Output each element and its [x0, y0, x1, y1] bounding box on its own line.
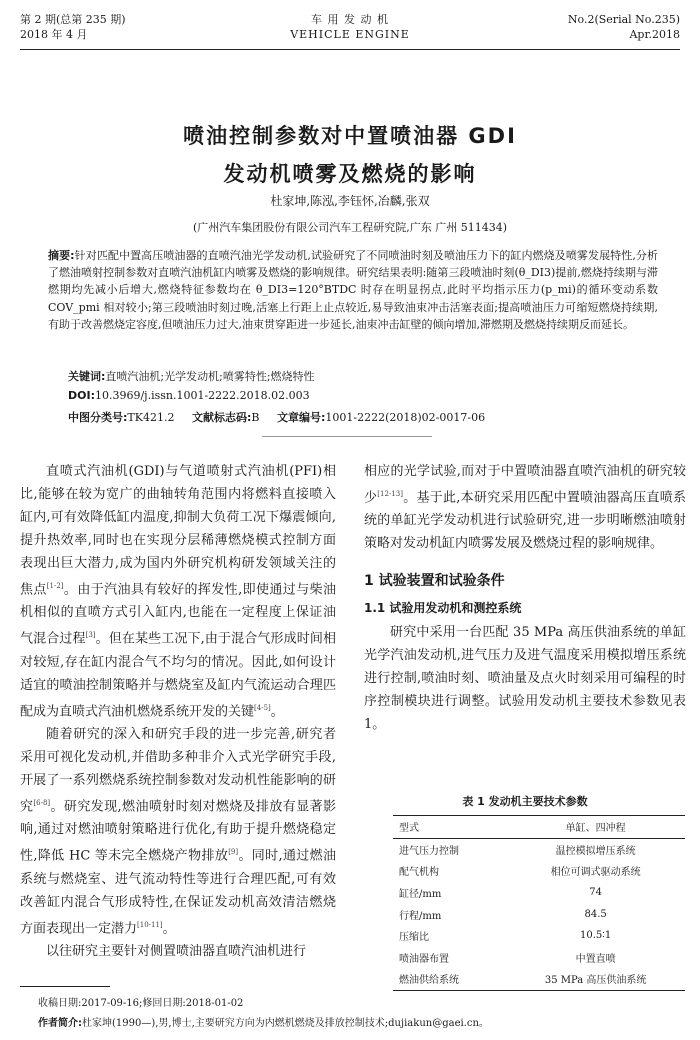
header-rule — [20, 49, 680, 50]
citation: [9] — [228, 848, 239, 857]
citation: [10-11] — [137, 920, 163, 929]
section-heading: 1 试验装置和试验条件 — [364, 573, 505, 590]
citation: [1-2] — [46, 582, 64, 590]
spec-table — [393, 815, 685, 991]
running-header — [20, 12, 680, 48]
left-column — [20, 460, 336, 963]
paragraph: 以往研究主要针对侧置喷油器直喷汽油机进行 — [46, 943, 307, 959]
paper-title: 喷油控制参数对中置喷油器 GDI 发动机喷雾及燃烧的影响 — [183, 124, 517, 186]
citation: [4-5] — [254, 703, 271, 712]
paragraph: 相应的光学试验,而对于中置喷油器直喷汽油机的研究较少[12-13]。基于此,本研究采用匹配中置喷油器高压直喷系统的单缸光学发动机进行试验研究,进一步明晰燃油喷射策略对发动机缸内喷雾发展及燃烧过程的影响规律。 — [364, 464, 686, 552]
citation: [6-8] — [33, 798, 51, 807]
clc-label: 中图分类号: — [68, 411, 128, 424]
issue-info-en: No.2(Serial No.235) Apr.2018 — [567, 13, 680, 41]
classification — [68, 409, 499, 425]
keywords-label: 关键词: — [68, 370, 106, 383]
keywords-text: 直喷汽油机;光学发动机;喷雾特性;燃烧特性 — [105, 370, 315, 383]
abstract-divider — [262, 436, 432, 437]
abstract-text: 针对匹配中置高压喷油器的直喷汽油光学发动机,试验研究了不同喷油时刻及喷油压力下的缸内燃烧及喷雾发展特性,分析了燃油喷射控制参数对直喷汽油机缸内喷雾及燃烧的影响规律。研究结果表明:随第三段喷油时刻(θ_DI3)提前,燃烧持续期与滞燃期均先减小后增大,燃烧特征参数均在 θ_DI3=120°BTDC 时存在明显拐点,此时平均指示压力(p_mi)的循环变动系数 COV_pmi 相对较小;第三段喷油时刻过晚,活塞上行距上止点较近,易导致油束冲击活塞表面;提高喷油压力可缩短燃烧持续期,有助于改善燃烧定容度,但喷油压力过大,油束贯穿距进一步延长,油束冲击缸壁的倾向增加,滞燃期及燃烧持续期反而延长。 — [48, 249, 658, 331]
table-caption: 表 1 发动机主要技术参数 — [462, 795, 588, 808]
subsection-heading: 1.1 试验用发动机和测控系统 — [364, 601, 522, 616]
table-row: 燃油供给系统 35 MPa 高压供油系统 — [393, 968, 685, 990]
table-row: 喷油器布置 中置直喷 — [399, 953, 616, 965]
article-label: 文章编号: — [276, 411, 326, 424]
article-value: 1001-2222(2018)02-0017-06 — [325, 411, 486, 424]
clc-value: TK421.2 — [127, 411, 175, 424]
journal-name: 车 用 发 动 机 VEHICLE ENGINE — [290, 13, 410, 41]
citation: [3] — [85, 631, 96, 640]
received-dates: 收稿日期:2017-09-16;修回日期:2018-01-02 — [38, 998, 244, 1009]
abstract-label: 摘要: — [48, 249, 75, 262]
table-row: 压缩比 10.5∶1 — [399, 930, 612, 944]
paragraph: 随着研究的深入和研究手段的进一步完善,研究者采用可视化发动机,并借助多种非介入式光学研究手段,开展了一系列燃烧系统控制参数对发动机性能影响的研究[6-8]。研究发现,燃油喷射时刻对燃烧及排放有显著影响,通过对燃油喷射策略进行优化,有助于提升燃烧稳定性,降低 HC 等未完全燃烧产物排放[9]。同时,通过燃油系统与燃烧室、进气流动特性等进行合理匹配,可有效改善缸内混合气形成特性,在保证发动机高效清洁燃烧方面表现出一定潜力[10-11]。 — [20, 726, 336, 936]
right-column — [364, 460, 686, 736]
paragraph: 研究中采用一台匹配 35 MPa 高压供油系统的单缸光学汽油发动机,进气压力及进气温度采用模拟增压系统进行控制,喷油时刻、喷油量及点火时刻采用可编程的时序控制模块进行调整。试验用发动机主要技术参数见表 1。 — [364, 625, 686, 733]
doi-label: DOI: — [68, 389, 95, 402]
affiliation: (广州汽车集团股份有限公司汽车工程研究院,广东 广州 511434) — [192, 221, 508, 234]
abstract — [48, 247, 658, 333]
footnote-rule — [20, 986, 110, 987]
issue-info: 第 2 期(总第 235 期) 2018 年 4 月 — [20, 13, 126, 41]
authors: 杜家坤,陈泓,李钰怀,冶麟,张双 — [270, 194, 430, 208]
doi-text: 10.3969/j.issn.1001-2222.2018.02.003 — [94, 389, 310, 402]
table-row: 配气机构 相位可调式驱动系统 — [399, 867, 641, 879]
doi — [68, 389, 310, 402]
table-row: 型式 单缸、四冲程 — [393, 816, 685, 839]
table-row: 行程/mm 84.5 — [399, 908, 607, 922]
paragraph: 直喷式汽油机(GDI)与气道喷射式汽油机(PFI)相比,能够在较为宽广的曲轴转角范围内将燃料直接喷入缸内,可有效降低缸内温度,抑制大负荷工况下爆震倾向,提升热效率,同时也在实现分层稀薄燃烧模式控制方面表现出巨大潜力,成为国内外研究机构研发领域关注的焦点[1-2]。由于汽油具有较好的挥发性,即使通过与柴油机相似的直喷方式引入缸内,也能在一定程度上保证油气混合过程[3]。但在某些工况下,由于混合气形成时间相对较短,存在缸内混合气不均匀的情况。因此,如何设计适宜的喷油控制策略并与燃烧室及缸内气流运动合理匹配成为直喷式汽油机燃烧系统开发的关键[4-5]。 — [20, 464, 336, 719]
table-row: 缸径/mm 74 — [399, 887, 603, 901]
table-row: 进气压力控制 温控模拟增压系统 — [399, 845, 636, 857]
doc-label: 文献标志码: — [191, 411, 252, 424]
citation: [12-13] — [377, 490, 403, 498]
keywords — [68, 368, 315, 384]
author-bio: 作者简介:杜家坤(1990—),男,博士,主要研究方向为内燃机燃烧及排放控制技术;dujiakun@gaei.cn。 — [38, 1018, 489, 1029]
doc-value: B — [251, 411, 260, 424]
